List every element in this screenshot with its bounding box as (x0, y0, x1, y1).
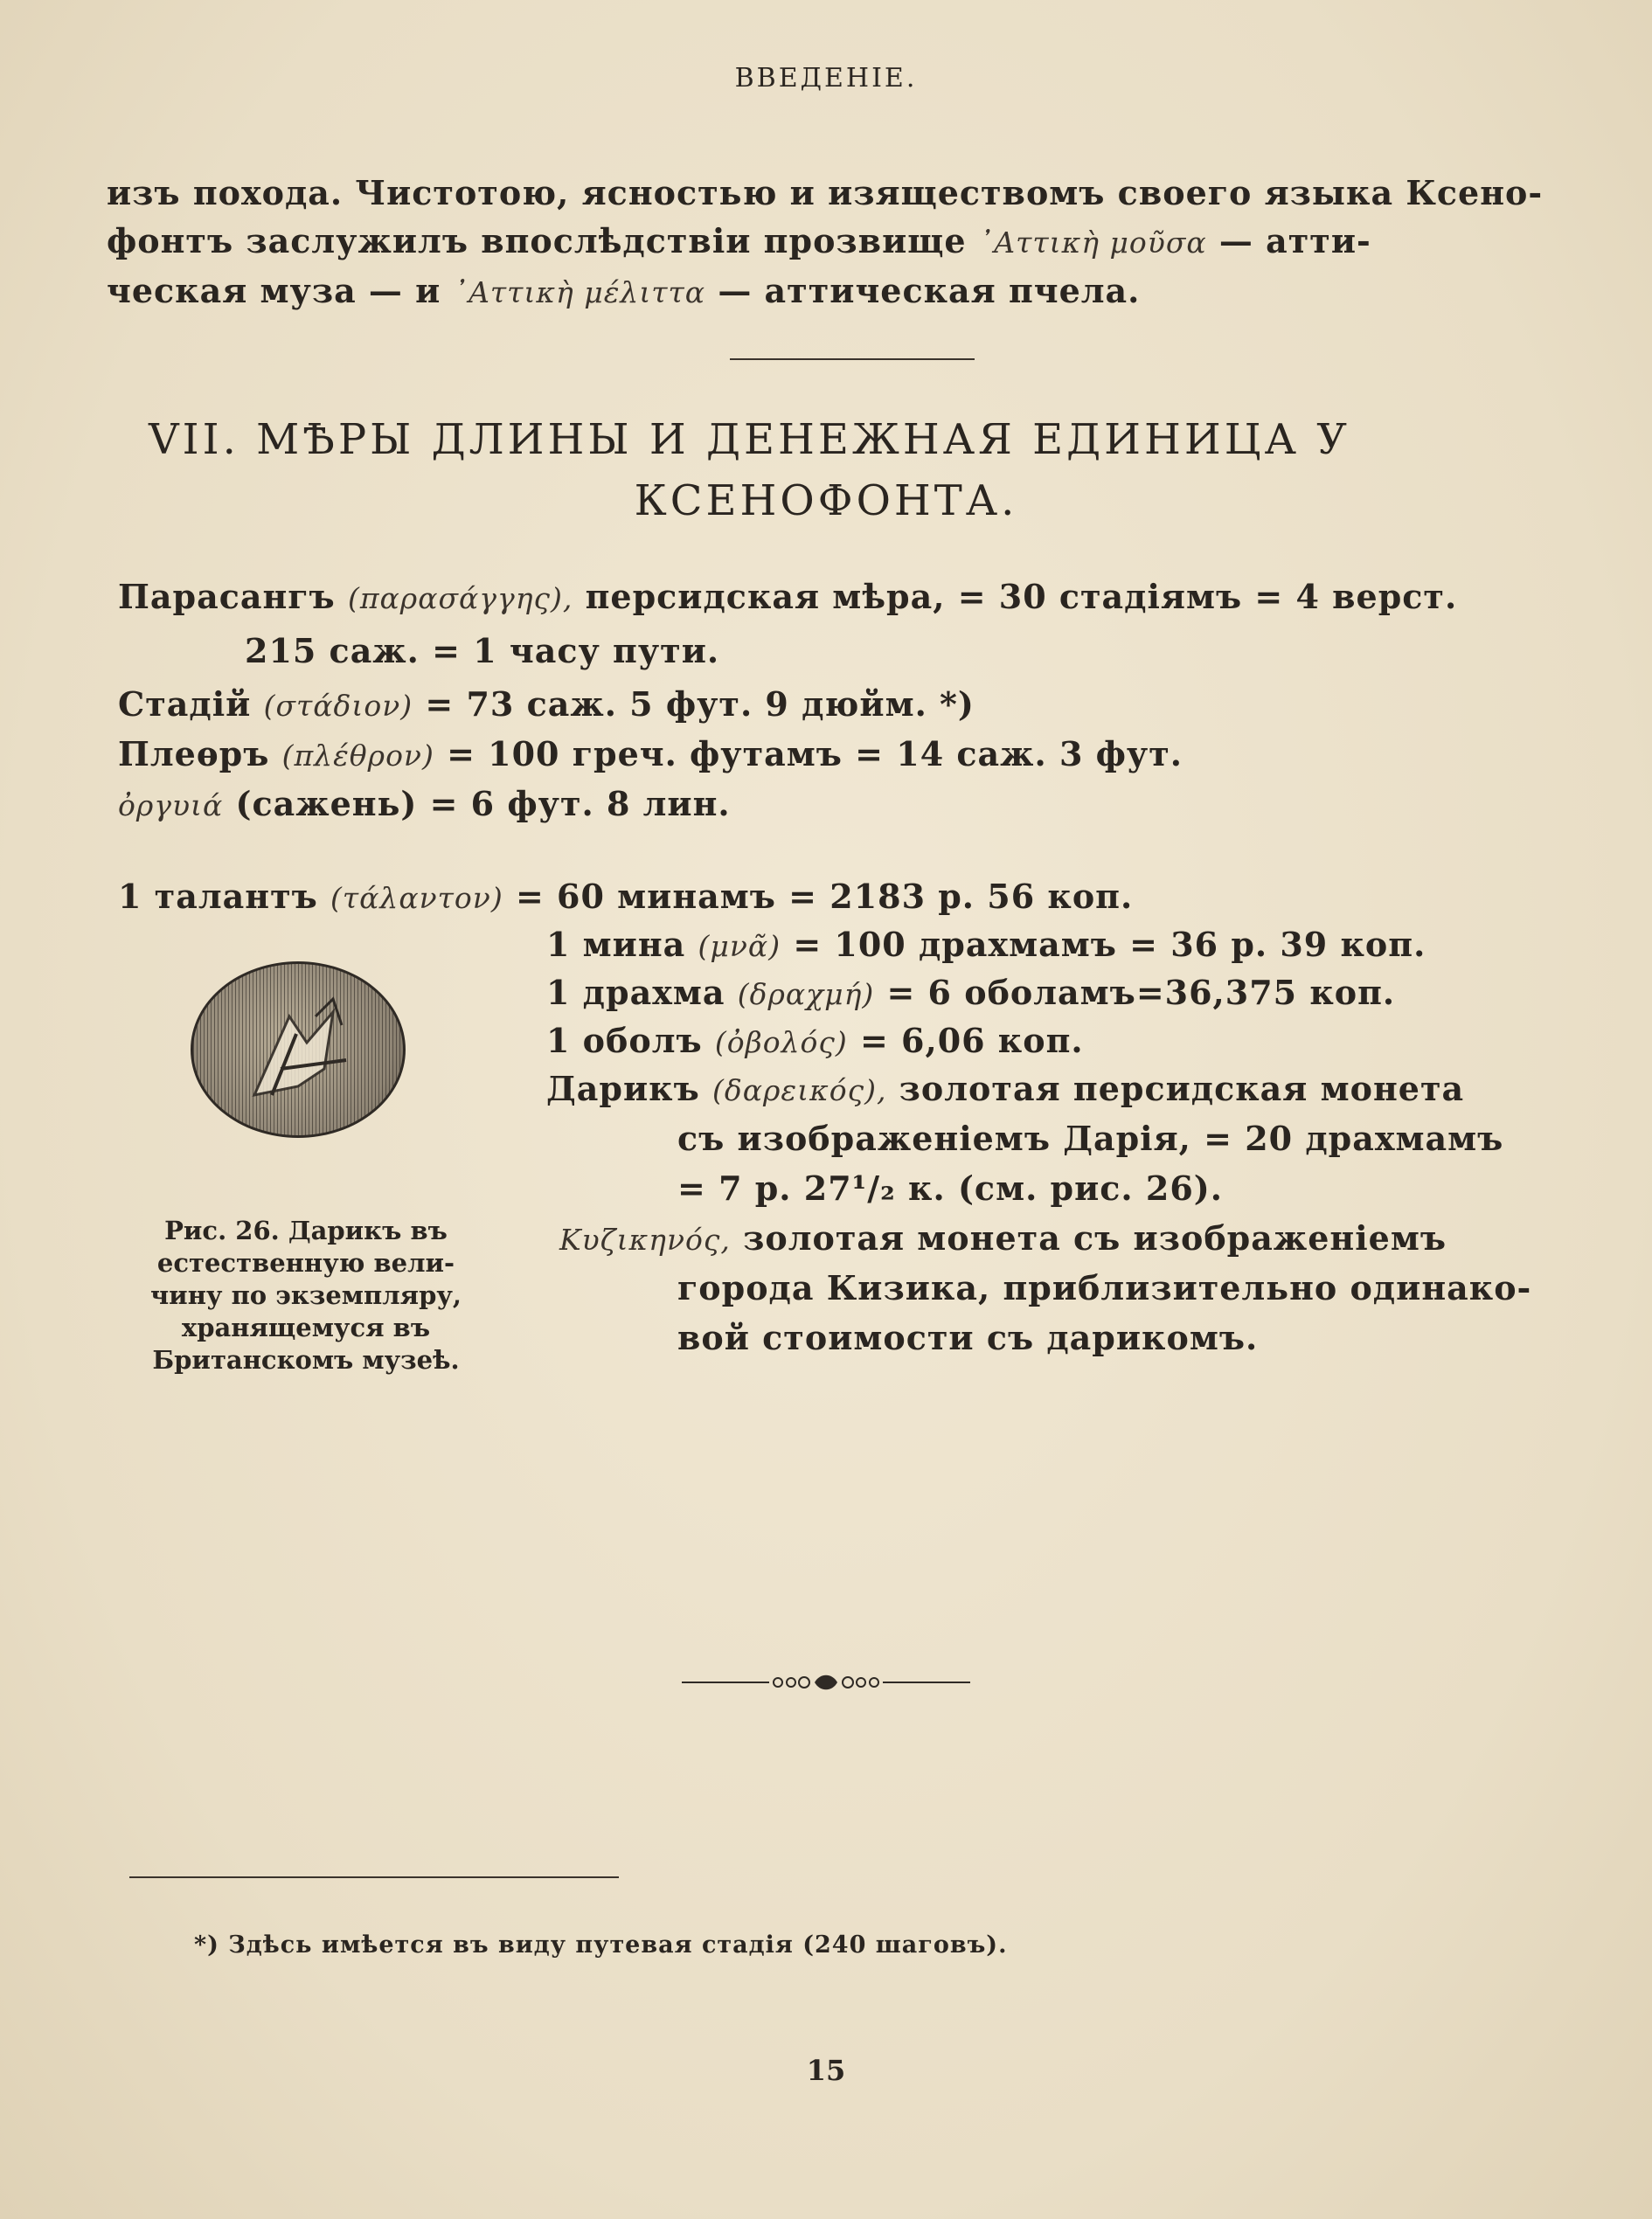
intro-line-2-text: фонтъ заслужилъ впослѣдствіи прозвище (107, 221, 967, 260)
caption-line-4: хранящемуся въ (181, 1313, 431, 1342)
parasang-label: Парасангъ (118, 577, 336, 616)
daric-label: Дарикъ (546, 1069, 700, 1108)
plethron-label: Плеѳръ (118, 734, 270, 773)
drachma-value: = 6 оболамъ=36,375 коп. (886, 973, 1396, 1012)
daric-desc: золотая персидская монета (899, 1069, 1465, 1108)
measure-stadion (118, 684, 975, 724)
caption-line-1: Рис. 26. Дарикъ въ (164, 1216, 448, 1245)
obol-label: 1 оболъ (546, 1021, 703, 1060)
intro-line-2 (107, 221, 1371, 260)
mina-value: = 100 драхмамъ = 36 р. 39 коп. (793, 925, 1426, 964)
intro-line-3 (107, 271, 1140, 310)
footnote: *) Здѣсь имѣется въ виду путевая стадія (240 шаговъ). (194, 1931, 1008, 1959)
mina-greek: (μνᾶ) (698, 929, 781, 963)
running-header: ВВЕДЕНІЕ. (734, 63, 918, 94)
money-mina (546, 925, 1426, 964)
stadion-value: = 73 саж. 5 фут. 9 дюйм. *) (425, 684, 975, 724)
parasang-greek: (παρασάγγης), (347, 581, 573, 615)
parasang-value: персидская мѣра, = 30 стадіямъ = 4 верст. (585, 577, 1458, 616)
section-title-line-1: VII. МѢРЫ ДЛИНЫ И ДЕНЕЖНАЯ ЕДИНИЦА У (149, 415, 1350, 464)
money-kyzikenos-l2: города Кизика, приблизительно одинако- (677, 1268, 1532, 1307)
kyzikenos-greek: Κυζικηνός, (559, 1223, 731, 1257)
obol-greek: (ὀβολός) (714, 1025, 848, 1059)
measure-parasang (118, 577, 1457, 616)
greek-attike-mousa: ᾿Αττικὴ μοῦσα (978, 225, 1207, 260)
talent-greek: (τάλαντον) (330, 881, 503, 915)
drachma-greek: (δραχμή) (737, 977, 875, 1011)
section-divider (730, 358, 975, 360)
measure-parasang-cont: 215 саж. = 1 часу пути. (245, 631, 720, 670)
ornament-divider-icon (682, 1669, 970, 1695)
money-daric (546, 1069, 1464, 1108)
intro-line-2-end: — атти- (1218, 221, 1371, 260)
figure-caption (114, 1215, 498, 1376)
drachma-label: 1 драхма (546, 973, 725, 1012)
daric-coin-image (191, 961, 406, 1138)
stadion-label: Стадій (118, 684, 252, 724)
daric-figure-icon (193, 964, 403, 1135)
caption-line-2: естественную вели- (156, 1248, 455, 1278)
stadion-greek: (στάδιον) (263, 689, 413, 723)
mina-label: 1 мина (546, 925, 686, 964)
plethron-greek: (πλέθρον) (281, 739, 434, 773)
money-daric-l2: съ изображеніемъ Дарія, = 20 драхмамъ (677, 1119, 1504, 1158)
talent-value: = 60 минамъ = 2183 р. 56 коп. (515, 877, 1134, 916)
footnote-rule (129, 1876, 619, 1878)
money-obol (546, 1021, 1084, 1060)
intro-line-1: изъ похода. Чистотою, ясностью и изяществомъ своего языка Ксено- (107, 173, 1544, 212)
daric-greek: (δαρεικός), (712, 1073, 887, 1107)
talent-label: 1 талантъ (118, 877, 318, 916)
kyzikenos-desc: золотая монета съ изображеніемъ (743, 1218, 1447, 1258)
caption-line-3: чину по экземпляру, (149, 1280, 462, 1310)
measure-orgyia (118, 784, 731, 823)
intro-line-3-end: — аттическая пчела. (718, 271, 1141, 310)
money-talent (118, 877, 1133, 916)
money-drachma (546, 973, 1395, 1012)
section-title-line-2: КСЕНОФОНТА. (634, 476, 1018, 525)
money-daric-l3: = 7 р. 27¹/₂ к. (см. рис. 26). (677, 1168, 1223, 1208)
greek-attike-melitta: ᾿Αττικὴ μέλιττα (453, 275, 706, 309)
page-number: 15 (806, 2054, 846, 2087)
obol-value: = 6,06 коп. (859, 1021, 1084, 1060)
plethron-value: = 100 греч. футамъ = 14 саж. 3 фут. (447, 734, 1183, 773)
money-kyzikenos-l3: вой стоимости съ дарикомъ. (677, 1318, 1259, 1357)
money-kyzikenos (559, 1218, 1447, 1258)
measure-plethron (118, 734, 1183, 773)
orgyia-value: (сажень) = 6 фут. 8 лин. (235, 784, 731, 823)
orgyia-greek: ὀργυιά (118, 788, 224, 822)
caption-line-5: Британскомъ музеѣ. (152, 1345, 460, 1375)
intro-line-3-text: ческая муза — и (107, 271, 441, 310)
